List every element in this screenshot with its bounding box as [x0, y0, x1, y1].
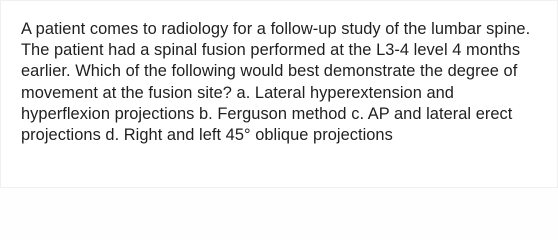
question-text: A patient comes to radiology for a follow-up study of the lumbar spine. The patient had a spinal fusion performed at the L3-4 level 4 months earlier. Which of the following would best demonstrate the degree of movement at the fusion site? a. Lateral hyperextension and hyperflexion projections b. Ferguson method c. AP and lateral erect projections d. Right and left 45° oblique projections	[21, 20, 531, 145]
